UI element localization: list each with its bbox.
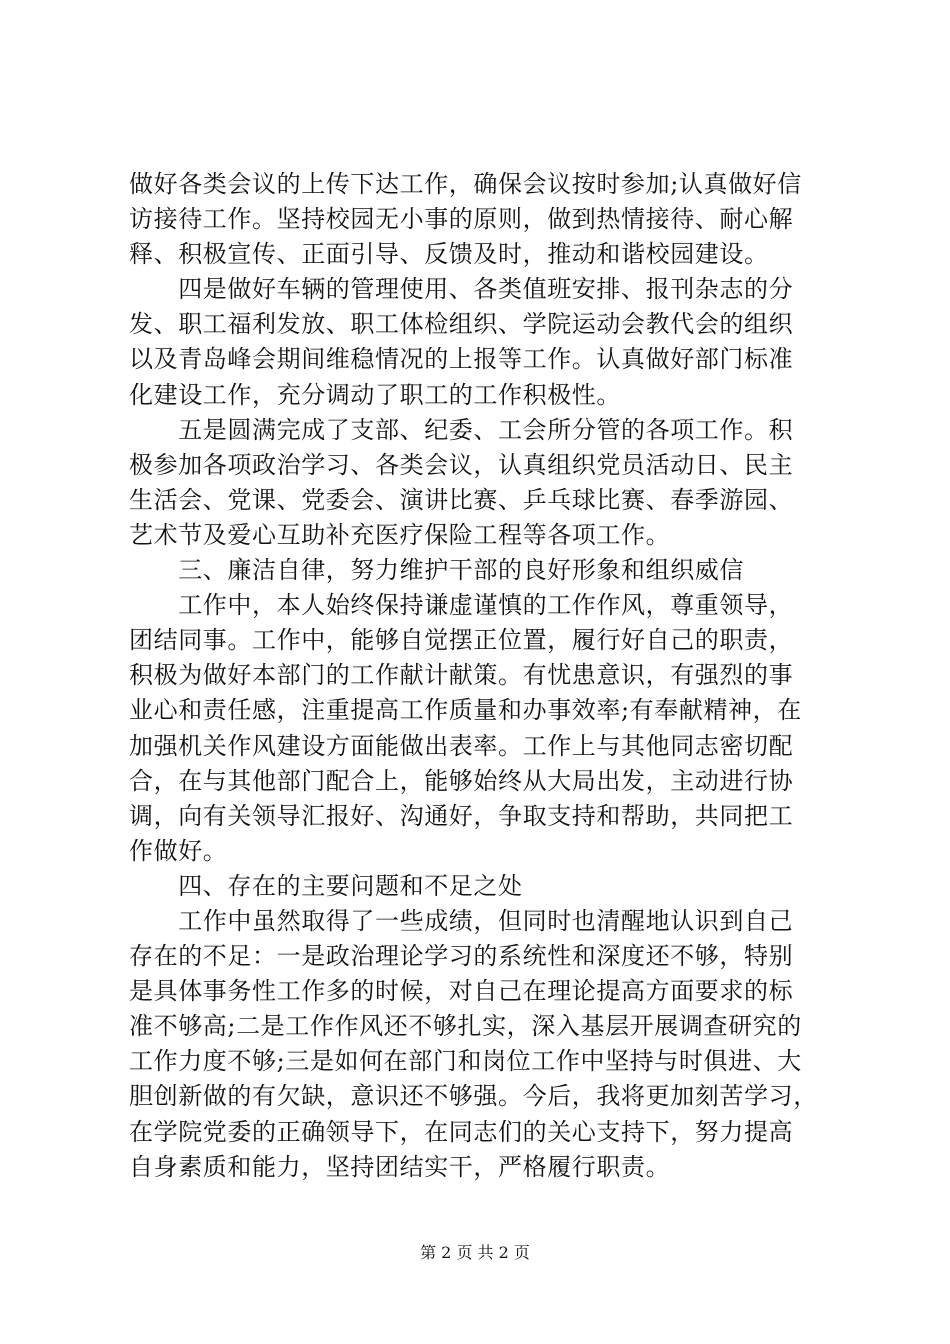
section-heading: 四、存在的主要问题和不足之处 <box>129 871 523 900</box>
text-line: 以及青岛峰会期间维稳情况的上报等工作。认真做好部门标准 <box>129 345 794 374</box>
text-line: 加强机关作风建设方面能做出表率。工作上与其他同志密切配 <box>129 731 794 760</box>
text-line: 团结同事。工作中，能够自觉摆正位置，履行好自己的职责， <box>129 626 794 655</box>
text-line: 极参加各项政治学习、各类会议，认真组织党员活动日、民主 <box>129 450 794 479</box>
body-text <box>129 167 829 1185</box>
text-line: 自身素质和能力，坚持团结实干，严格履行职责。 <box>129 1152 671 1181</box>
text-line: 作做好。 <box>129 836 228 865</box>
page-number: 第 2 页 共 2 页 <box>420 1243 530 1262</box>
text-line: 四是做好车辆的管理使用、各类值班安排、报刊杂志的分 <box>129 275 794 304</box>
section-heading: 三、廉洁自律，努力维护干部的良好形象和组织威信 <box>129 556 744 585</box>
text-line: 化建设工作，充分调动了职工的工作积极性。 <box>129 380 621 409</box>
text-line: 是具体事务性工作多的时候，对自己在理论提高方面要求的标 <box>129 977 794 1006</box>
text-line: 在学院党委的正确领导下，在同志们的关心支持下，努力提高 <box>129 1117 794 1146</box>
text-line: 访接待工作。坚持校园无小事的原则，做到热情接待、耐心解 <box>129 205 794 234</box>
text-line: 做好各类会议的上传下达工作，确保会议按时参加;认真做好信 <box>129 170 802 198</box>
text-line: 释、积极宣传、正面引导、反馈及时，推动和谐校园建设。 <box>129 240 769 269</box>
text-line: 艺术节及爱心互助补充医疗保险工程等各项工作。 <box>129 520 671 549</box>
text-line: 合，在与其他部门配合上，能够始终从大局出发，主动进行协 <box>129 766 794 795</box>
text-line: 工作中虽然取得了一些成绩，但同时也清醒地认识到自己 <box>129 906 794 935</box>
text-line: 业心和责任感，注重提高工作质量和办事效率;有奉献精神，在 <box>129 696 802 725</box>
text-line: 发、职工福利发放、职工体检组织、学院运动会教代会的组织 <box>129 310 794 339</box>
text-line: 工作力度不够;三是如何在部门和岗位工作中坚持与时俱进、大 <box>129 1047 802 1076</box>
text-line: 调，向有关领导汇报好、沟通好，争取支持和帮助，共同把工 <box>129 801 794 830</box>
text-line: 生活会、党课、党委会、演讲比赛、乒乓球比赛、春季游园、 <box>129 485 794 514</box>
text-line: 胆创新做的有欠缺，意识还不够强。今后，我将更加刻苦学习， <box>129 1082 818 1111</box>
text-line: 工作中，本人始终保持谦虚谨慎的工作作风，尊重领导， <box>129 591 794 620</box>
page-footer <box>0 1243 950 1263</box>
text-line: 积极为做好本部门的工作献计献策。有忧患意识，有强烈的事 <box>129 661 794 690</box>
text-line: 存在的不足：一是政治理论学习的系统性和深度还不够，特别 <box>129 942 794 971</box>
text-line: 准不够高;二是工作作风还不够扎实，深入基层开展调查研究的 <box>129 1012 802 1041</box>
text-line: 五是圆满完成了支部、纪委、工会所分管的各项工作。积 <box>129 415 794 444</box>
